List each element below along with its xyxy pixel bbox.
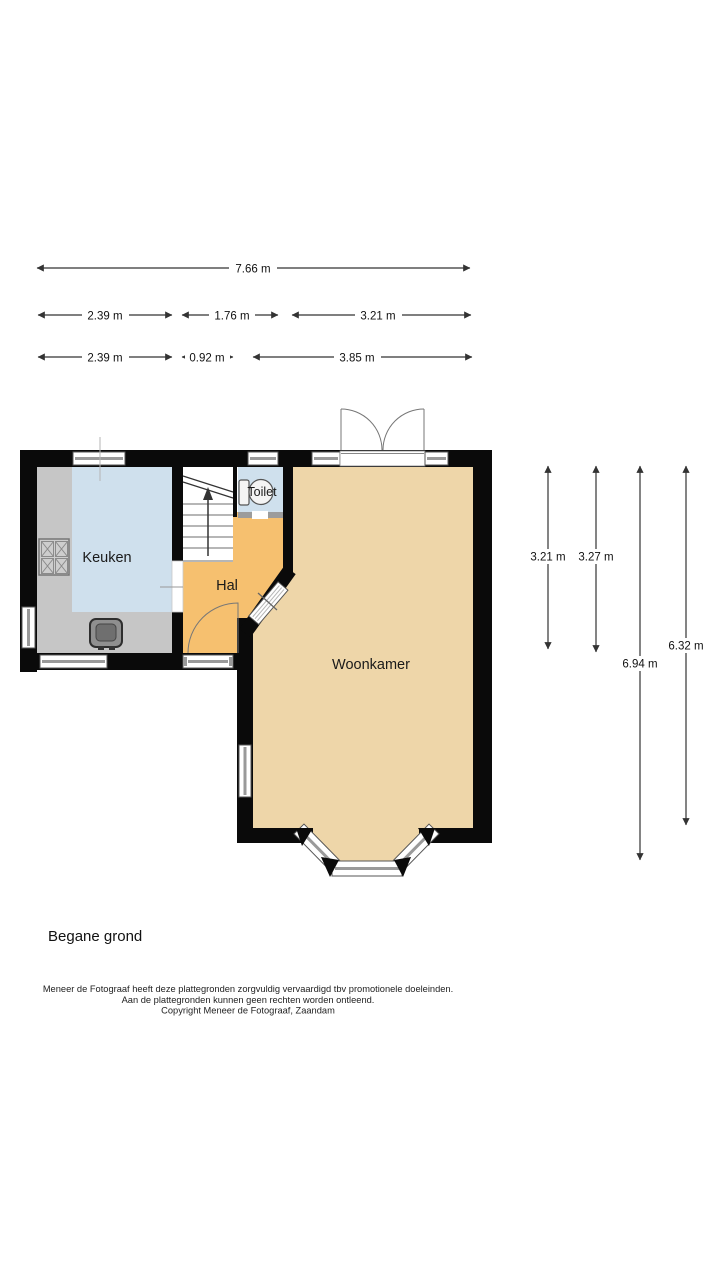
window-kitchen-bottom: [40, 655, 107, 668]
room-label-toilet: Toilet: [247, 485, 277, 499]
wall-kitchen-hall-lower: [172, 612, 183, 670]
room-label-hall: Hal: [216, 578, 238, 594]
dimension-label-row3-a: 2.39 m: [87, 352, 123, 365]
front-door-opening: [183, 655, 233, 668]
footer-copyright-line: Copyright Meneer de Fotograaf, Zaandam: [161, 1005, 335, 1016]
room-label-living: Woonkamer: [332, 657, 410, 673]
french-doors-icon: [341, 409, 424, 450]
window-kitchen-top: [73, 452, 125, 465]
dimension-label-v3: 6.94 m: [622, 658, 658, 671]
dimension-label-v4: 6.32 m: [668, 640, 704, 653]
dimension-label-row2-b: 1.76 m: [214, 310, 250, 323]
room-label-kitchen: Keuken: [82, 550, 132, 566]
dimension-label-total-width: 7.66 m: [235, 263, 271, 276]
window-living-top-left: [312, 452, 340, 465]
wall-toilet-living: [283, 467, 293, 575]
wall-kitchen-hall-upper: [172, 467, 183, 562]
room-kitchen-floor: [72, 467, 172, 612]
wall-right: [473, 450, 492, 843]
dimension-label-row2-c: 3.21 m: [360, 310, 396, 323]
toilet-door-gap: [252, 511, 268, 519]
dimension-label-row3-b: 0.92 m: [189, 352, 225, 365]
window-living-left: [239, 745, 251, 797]
dimension-label-row2-a: 2.39 m: [87, 310, 123, 323]
bay-window-center: [332, 861, 402, 876]
footer-disclaimer-line-1: Meneer de Fotograaf heeft deze plattegronden zorgvuldig vervaardigd tbv promotionele doeleinden.: [42, 984, 454, 994]
dimension-lines-horizontal: [37, 260, 472, 365]
staircase: [183, 467, 233, 562]
wall-living-left: [237, 618, 253, 843]
wall-toilet-bottom: [238, 511, 283, 519]
door-opening-top: [340, 451, 425, 466]
dimension-lines-vertical: [527, 466, 708, 860]
dimension-label-v2: 3.27 m: [578, 551, 614, 564]
stove-icon: [39, 539, 69, 575]
dimension-label-row3-c: 3.85 m: [339, 352, 375, 365]
window-living-top-right: [425, 452, 448, 465]
window-kitchen-left: [22, 607, 35, 648]
floor-title: Begane grond: [48, 928, 143, 945]
footer-disclaimer-line-2: Aan de plattegronden kunnen geen rechten worden ontleend.: [121, 995, 375, 1005]
window-toilet-top: [248, 452, 278, 465]
dimension-label-v1: 3.21 m: [530, 551, 566, 564]
sink-icon: [90, 619, 122, 650]
